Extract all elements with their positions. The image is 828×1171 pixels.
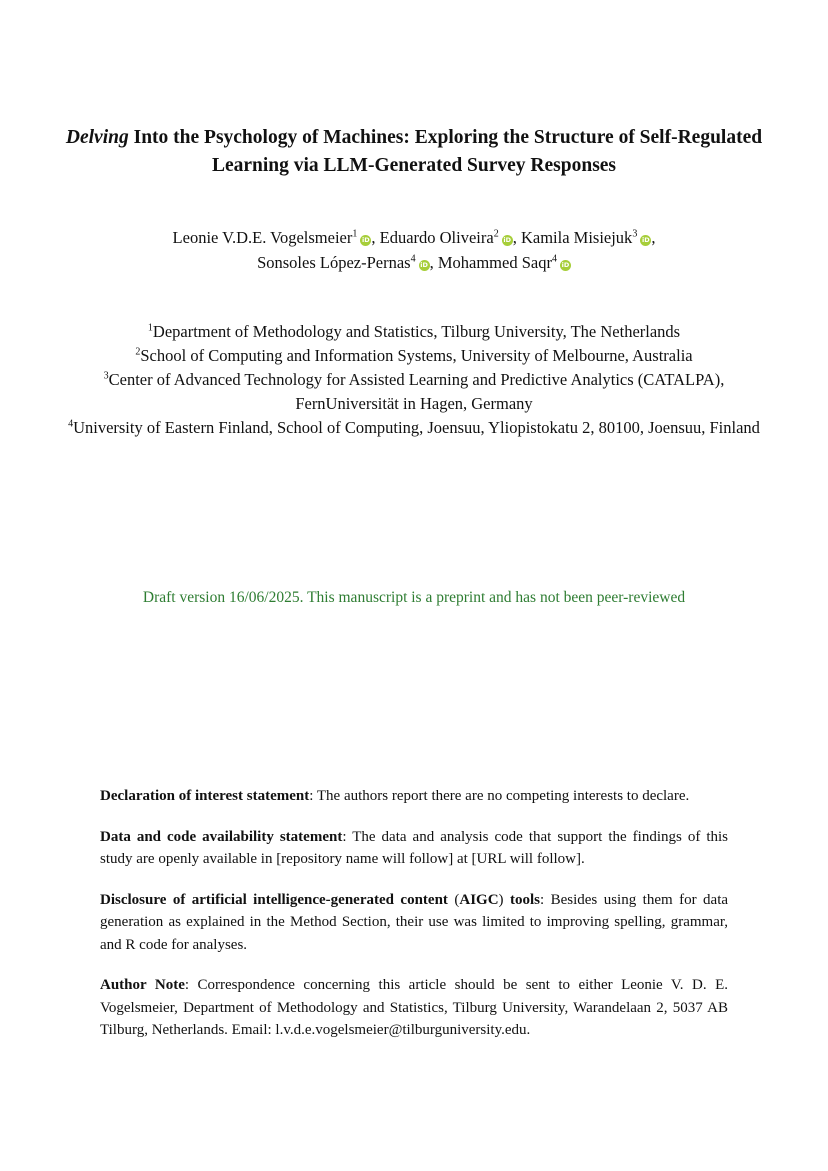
data-availability-statement (100, 826, 728, 871)
affiliation-text: University of Eastern Finland, School of Computing, Joensuu, Yliopistokatu 2, 80100, Joensuu, Finland (73, 418, 760, 437)
affiliation-text: Center of Advanced Technology for Assisted Learning and Predictive Analytics (CATALPA), FernUniversität in Hagen, Germany (108, 370, 725, 413)
orcid-icon[interactable]: iD (420, 261, 428, 269)
affiliation-sup: 2 (135, 346, 141, 358)
affiliation-list (60, 320, 768, 440)
author-affil-sup: 1 (352, 228, 358, 240)
author-separator: , (651, 228, 656, 247)
affiliation-sup: 1 (147, 322, 153, 334)
author-name: Sonsoles López-Pernas (257, 253, 411, 272)
statement-label: AIGC (459, 891, 499, 908)
statement-text: : Besides using them for data generation as explained in the Method Section, their use was limited to improving spelling, grammar, and R code for analyses. (100, 891, 729, 953)
paper-title (60, 124, 768, 180)
author-name: Eduardo Oliveira (379, 228, 494, 247)
author-separator: , (429, 253, 438, 272)
author-note (100, 974, 728, 1042)
statement-text: : The data and analysis code that support the findings of this study are openly available in [repository name will follow] at [URL will follow]. (100, 828, 728, 867)
author-affil-sup: 3 (632, 228, 638, 240)
statement-text: : Correspondence concerning this article should be sent to either Leonie V. D. E. Vogelsmeier, Department of Methodology and Statistics, Tilburg University, Warandelaan 2, 5037 AB Tilburg, Netherlands. Email: l.v.d.e.vogelsmeier@tilburguniversity.edu. (100, 977, 728, 1038)
author-affil-sup: 2 (493, 228, 499, 240)
orcid-icon[interactable]: iD (561, 261, 570, 269)
affiliation (60, 344, 768, 368)
title-rest: Into the Psychology of Machines: Exploring the Structure of Self-Regulated Learning via LLM-Generated Survey Responses (128, 127, 763, 176)
affiliation-sup: 4 (68, 418, 74, 430)
orcid-icon[interactable]: iD (503, 236, 512, 244)
author-name: Mohammed Saqr (437, 253, 552, 272)
author-name: Kamila Misiejuk (520, 228, 633, 247)
author-affil-sup: 4 (551, 253, 557, 265)
orcid-icon[interactable]: iD (642, 236, 650, 244)
interest-statement (100, 785, 728, 808)
affiliation (60, 320, 768, 344)
affiliation-text: Department of Methodology and Statistics, Tilburg University, The Netherlands (152, 322, 681, 341)
statement-label: Disclosure of artificial intelligence-generated content (100, 891, 448, 908)
affiliation (60, 368, 768, 416)
aigc-disclosure-statement (100, 889, 728, 957)
orcid-icon[interactable]: iD (362, 236, 370, 244)
statement-label-paren: ( (447, 891, 460, 908)
title-italic-word: Delving (65, 127, 129, 148)
statement-text: : The authors report there are no competing interests to declare. (309, 788, 690, 804)
statement-label-paren: ) (498, 891, 510, 908)
affiliation-text: School of Computing and Information Systems, University of Melbourne, Australia (140, 346, 693, 365)
draft-notice: Draft version 16/06/2025. This manuscript is a preprint and has not been peer-reviewed (142, 589, 686, 606)
author-separator: , (371, 228, 380, 247)
statements-section (100, 785, 728, 1060)
statement-label: tools (510, 891, 540, 908)
statement-label: Declaration of interest statement (100, 788, 310, 804)
statement-label: Author Note (100, 977, 185, 993)
author-separator: , (512, 228, 521, 247)
author-list (60, 225, 768, 275)
author-affil-sup: 4 (410, 253, 416, 265)
statement-label: Data and code availability statement (100, 828, 343, 845)
author-name: Leonie V.D.E. Vogelsmeier (172, 228, 353, 247)
affiliation-sup: 3 (103, 370, 109, 382)
affiliation (60, 416, 768, 440)
